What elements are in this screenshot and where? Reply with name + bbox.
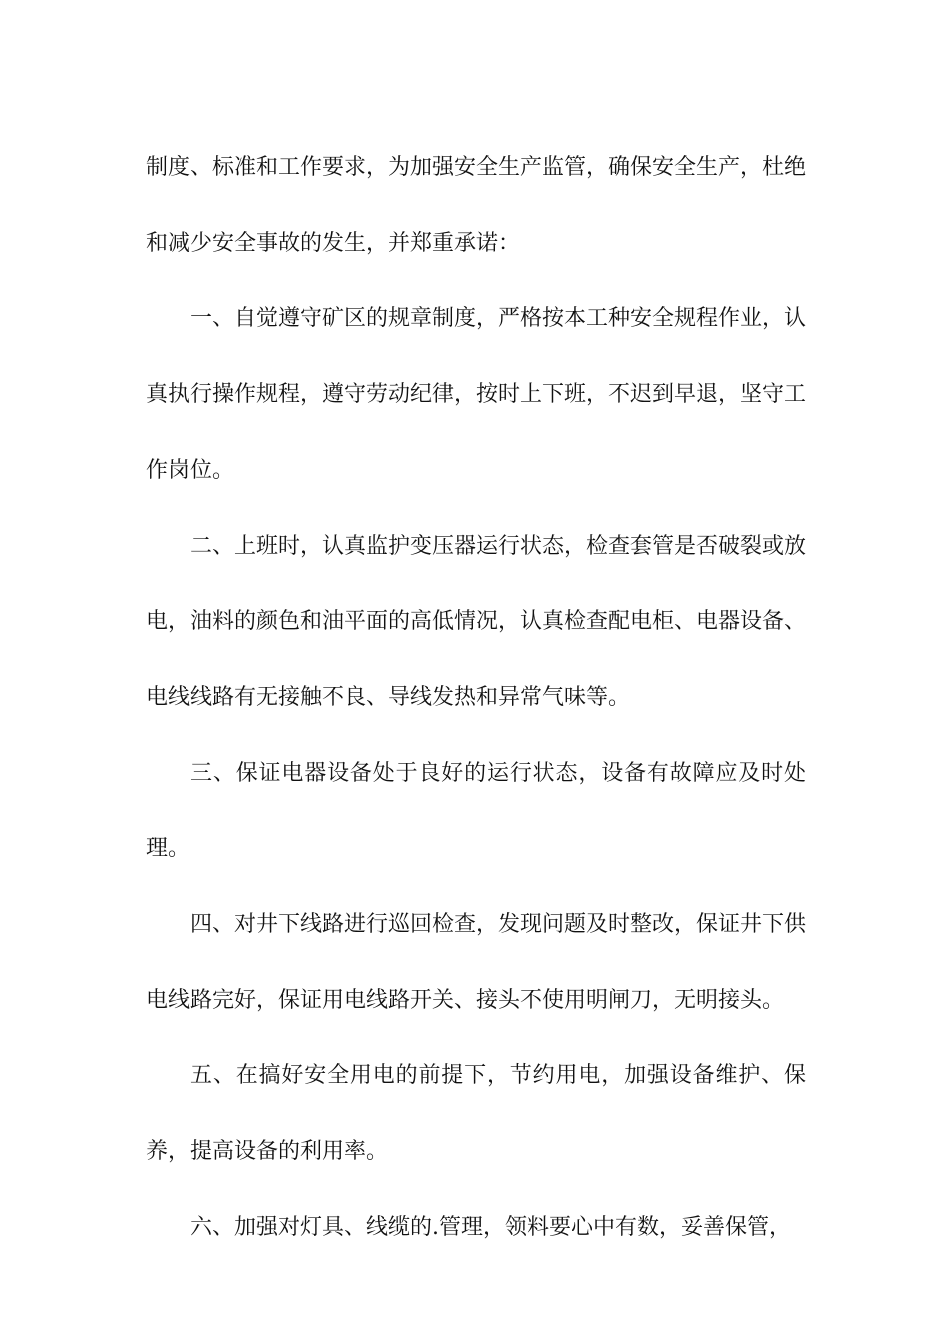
paragraph-item-6: 六、加强对灯具、线缆的.管理，领料要心中有数，妥善保管， <box>190 1214 791 1240</box>
paragraph-item-3: 三、保证电器设备处于良好的运行状态，设备有故障应及时处理。 <box>146 760 806 862</box>
paragraph-item-4: 四、对井下线路进行巡回检查，发现问题及时整改，保证井下供电线路完好，保证用电线路开关、接头不使用明闸刀，无明接头。 <box>146 912 807 1013</box>
paragraph-item-2: 二、上班时，认真监护变压器运行状态，检查套管是否破裂或放电，油料的颜色和油平面的高低情况，认真检查配电柜、电器设备、电线线路有无接触不良、导线发热和异常气味等。 <box>146 533 807 710</box>
paragraph-intro: 制度、标准和工作要求，为加强安全生产监管，确保安全生产，杜绝和减少安全事故的发生，并郑重承诺： <box>146 155 807 256</box>
document-body <box>146 130 806 1266</box>
paragraph-item-1: 一、自觉遵守矿区的规章制度，严格按本工种安全规程作业，认真执行操作规程，遵守劳动纪律，按时上下班，不迟到早退，坚守工作岗位。 <box>146 306 807 483</box>
paragraph-item-5: 五、在搞好安全用电的前提下，节约用电，加强设备维护、保养，提高设备的利用率。 <box>146 1063 806 1165</box>
